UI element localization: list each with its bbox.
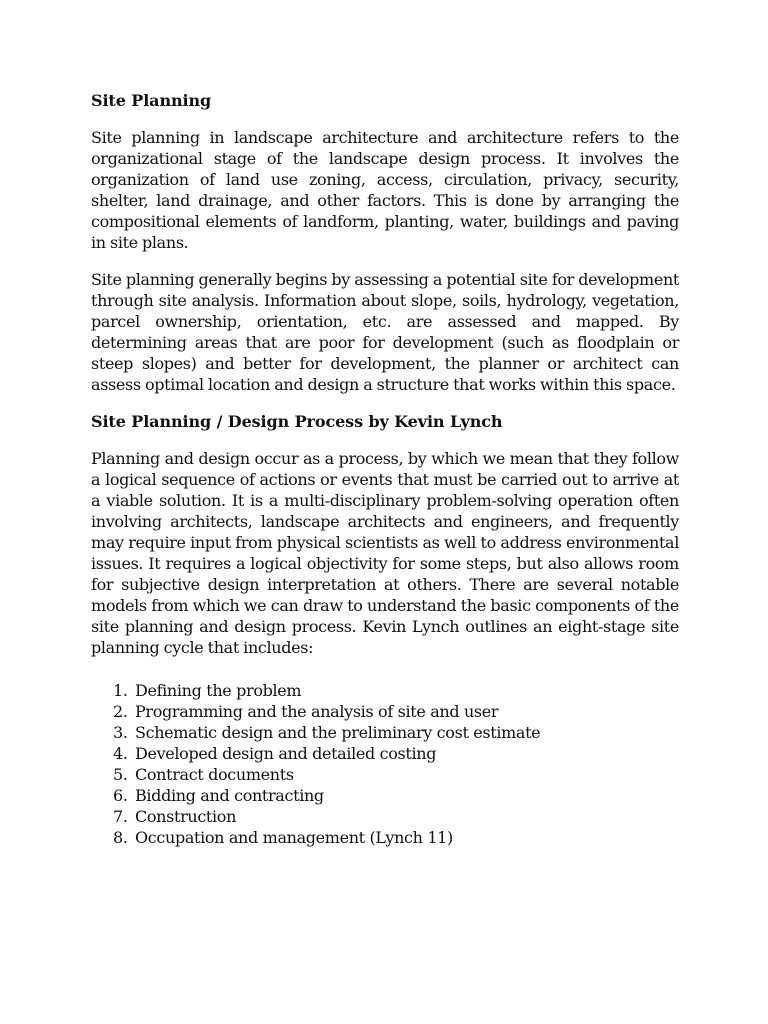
section-heading-site-planning: Site Planning: [91, 91, 212, 110]
section-heading-lynch-process: Site Planning / Design Process by Kevin Lynch: [91, 412, 503, 431]
list-item-text: Defining the problem: [135, 681, 302, 700]
paragraph-site-analysis: Site planning generally begins by assessing a potential site for development through site analysis. Information about slope, soils, hydrology, vegetation, parcel ownership, orientation, etc. are assessed and mapped. By determining areas that are poor for development (such as floodplain or steep slopes) and better for development, the planner or architect can assess optimal location and design a structure that works within this space.: [91, 270, 679, 394]
list-item-text: Occupation and management (Lynch 11): [135, 828, 453, 847]
list-item-text: Developed design and detailed costing: [135, 744, 437, 763]
lynch-steps-list: [91, 680, 679, 848]
list-item-text: Programming and the analysis of site and user: [135, 702, 499, 721]
list-item: [113, 785, 679, 806]
list-item: [113, 806, 679, 827]
list-item-number: 6.: [113, 786, 128, 805]
paragraph-site-planning-definition: Site planning in landscape architecture and architecture refers to the organizational stage of the landscape design process. It involves the organization of land use zoning, access, circulation, privacy, security, shelter, land drainage, and other factors. This is done by arranging the compositional elements of landform, planting, water, buildings and paving in site plans.: [91, 128, 679, 252]
list-item-text: Contract documents: [135, 765, 294, 784]
list-item-text: Bidding and contracting: [135, 786, 324, 805]
list-item: [113, 764, 679, 785]
list-item-number: 8.: [113, 828, 128, 847]
list-item-number: 7.: [113, 807, 128, 826]
paragraph-design-process: Planning and design occur as a process, by which we mean that they follow a logical sequence of actions or events that must be carried out to arrive at a viable solution. It is a multi-disciplinary problem-solving operation often involving architects, landscape architects and engineers, and frequently may require input from physical scientists as well to address environmental issues. It requires a logical objectivity for some steps, but also allows room for subjective design interpretation at others. There are several notable models from which we can draw to understand the basic components of the site planning and design process. Kevin Lynch outlines an eight-stage site planning cycle that includes:: [91, 449, 679, 657]
list-item: [113, 722, 679, 743]
list-item: [113, 701, 679, 722]
list-item-number: 5.: [113, 765, 128, 784]
list-item: [113, 827, 679, 848]
document-page: [91, 90, 679, 848]
list-item: [113, 743, 679, 764]
list-item-number: 4.: [113, 744, 128, 763]
list-item-number: 3.: [113, 723, 128, 742]
list-item-number: 1.: [113, 681, 128, 700]
list-item-number: 2.: [113, 702, 128, 721]
list-item-text: Construction: [135, 807, 237, 826]
list-item: [113, 680, 679, 701]
list-item-text: Schematic design and the preliminary cost estimate: [135, 723, 541, 742]
